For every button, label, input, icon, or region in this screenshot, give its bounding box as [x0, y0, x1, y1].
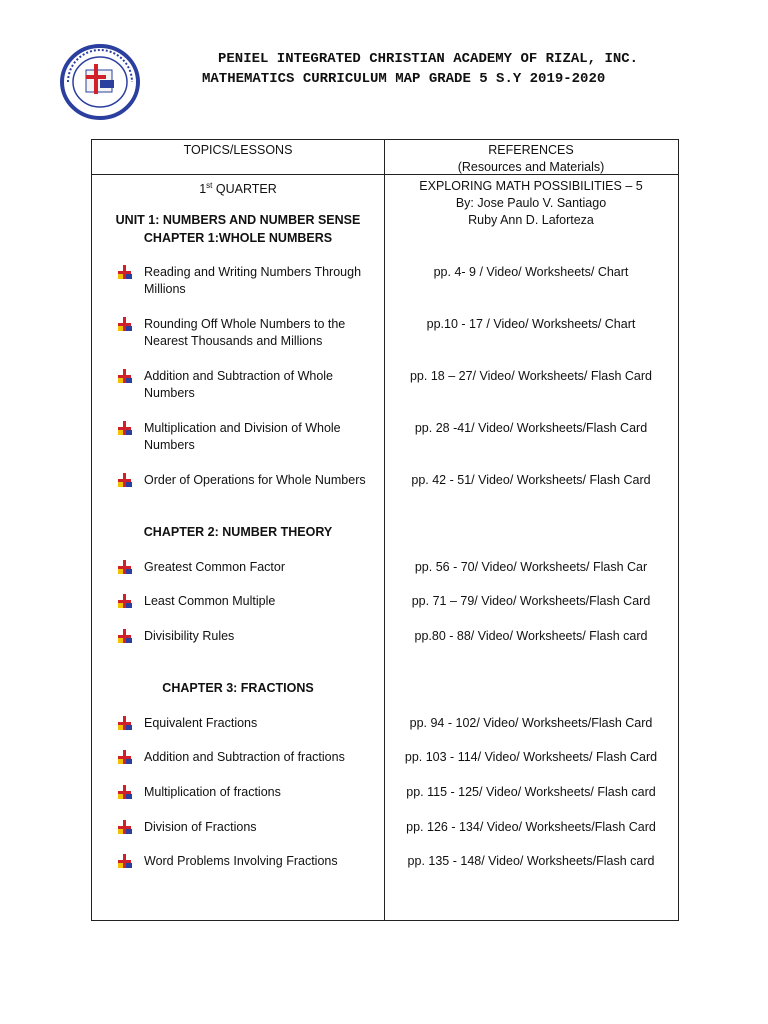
topic-label: Rounding Off Whole Numbers to the Nearest Thousands and Millions: [144, 317, 346, 348]
reference-cell: pp. 94 - 102/ Video/ Worksheets/Flash Card: [409, 716, 653, 730]
topic-label: Addition and Subtraction of Whole Numbers: [144, 369, 334, 400]
reference-cell: pp. 28 -41/ Video/ Worksheets/Flash Card: [414, 421, 648, 435]
reference-cell: pp. 4- 9 / Video/ Worksheets/ Chart: [433, 265, 629, 279]
topic-label: Equivalent Fractions: [144, 716, 258, 730]
book-title: EXPLORING MATH POSSIBILITIES – 5: [419, 179, 643, 193]
bullet-icon: [118, 629, 130, 641]
book-author-2: Ruby Ann D. Laforteza: [468, 213, 594, 227]
bullet-icon: [118, 369, 130, 381]
topic-label: Addition and Subtraction of fractions: [144, 750, 345, 764]
reference-cell: pp.80 - 88/ Video/ Worksheets/ Flash card: [414, 629, 648, 643]
school-logo: [60, 44, 140, 120]
reference-cell: pp. 56 - 70/ Video/ Worksheets/ Flash Car: [414, 560, 648, 574]
quarter-label: [92, 178, 384, 197]
col-references-header-line1: REFERENCES: [488, 143, 574, 157]
col-references-header-line2: (Resources and Materials): [457, 160, 605, 174]
school-name: PENIEL INTEGRATED CHRISTIAN ACADEMY OF RIZAL, INC.: [218, 51, 639, 67]
bullet-icon: [118, 854, 130, 866]
bullet-icon: [118, 594, 130, 606]
col-topics-header: TOPICS/LESSONS: [183, 143, 293, 157]
bullet-icon: [118, 750, 130, 762]
column-divider: [384, 140, 385, 920]
reference-cell: pp. 103 - 114/ Video/ Worksheets/ Flash Card: [404, 750, 658, 764]
reference-cell: pp. 126 - 134/ Video/ Worksheets/Flash Card: [406, 820, 656, 834]
topic-label: Divisibility Rules: [144, 629, 235, 643]
quarter-ordinal: st: [206, 181, 213, 190]
topic-label: Word Problems Involving Fractions: [144, 854, 338, 868]
quarter-word: QUARTER: [212, 182, 277, 197]
topic-label: Order of Operations for Whole Numbers: [144, 473, 366, 487]
topic-label: Least Common Multiple: [144, 594, 276, 608]
reference-cell: pp. 18 – 27/ Video/ Worksheets/ Flash Card: [409, 369, 653, 383]
document-subtitle: MATHEMATICS CURRICULUM MAP GRADE 5 S.Y 2019-2020: [202, 71, 606, 87]
reference-cell: pp.10 - 17 / Video/ Worksheets/ Chart: [426, 317, 636, 331]
bullet-icon: [118, 317, 130, 329]
unit-title: UNIT 1: NUMBERS AND NUMBER SENSE: [115, 213, 361, 227]
topic-label: Division of Fractions: [144, 820, 257, 834]
topic-label: Reading and Writing Numbers Through Millions: [144, 265, 362, 296]
topic-label: Greatest Common Factor: [144, 560, 286, 574]
topic-label: Multiplication of fractions: [144, 785, 281, 799]
topic-label: Multiplication and Division of Whole Numbers: [144, 421, 341, 452]
quarter-number: 1: [199, 182, 207, 197]
bullet-icon: [118, 473, 130, 485]
chapter-3-title: CHAPTER 3: FRACTIONS: [162, 681, 314, 695]
bullet-icon: [118, 820, 130, 832]
bullet-icon: [118, 716, 130, 728]
reference-cell: pp. 135 - 148/ Video/ Worksheets/Flash card: [407, 854, 655, 868]
bullet-icon: [118, 421, 130, 433]
bullet-icon: [118, 265, 130, 277]
bullet-icon: [118, 785, 130, 797]
reference-cell: pp. 71 – 79/ Video/ Worksheets/Flash Card: [411, 594, 651, 608]
reference-cell: pp. 115 - 125/ Video/ Worksheets/ Flash card: [406, 785, 656, 799]
bullet-icon: [118, 560, 130, 572]
book-author-1: By: Jose Paulo V. Santiago: [455, 196, 607, 210]
chapter-1-title: CHAPTER 1:WHOLE NUMBERS: [143, 231, 333, 245]
reference-cell: pp. 42 - 51/ Video/ Worksheets/ Flash Card: [411, 473, 651, 487]
chapter-2-title: CHAPTER 2: NUMBER THEORY: [143, 525, 333, 539]
curriculum-table: [91, 139, 679, 921]
